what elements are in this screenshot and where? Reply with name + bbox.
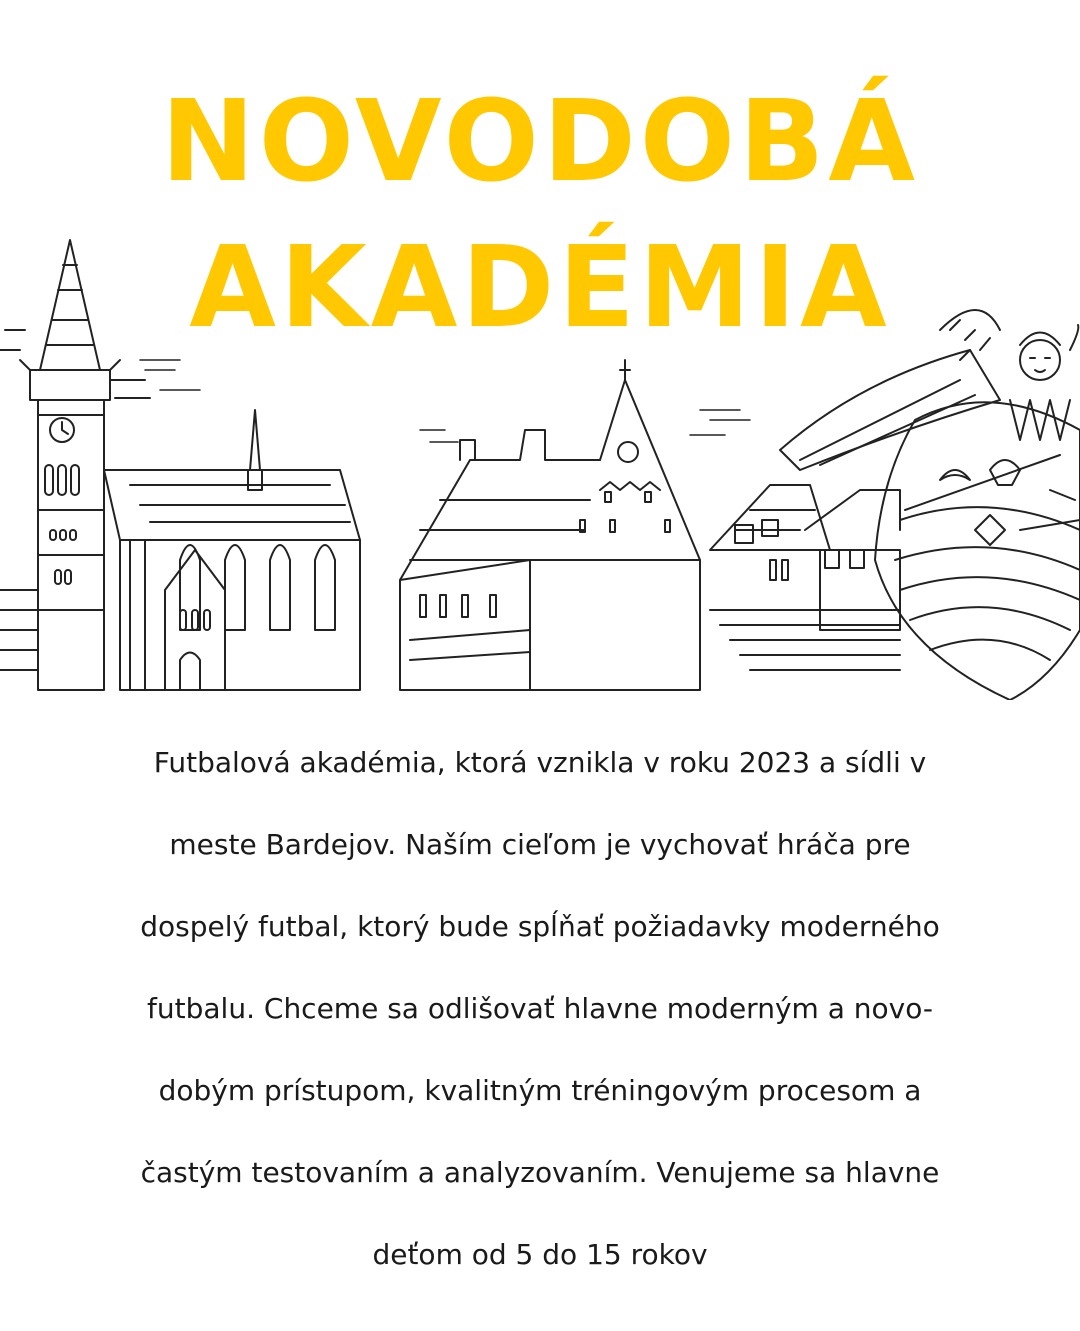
description-line-1: Futbalová akadémia, ktorá vznikla v roku 2023 a sídli v [153,746,927,779]
description-line-4: futbalu. Chceme sa odlišovať hlavne moderným a novo- [147,992,933,1025]
town-hall-icon [400,360,700,690]
description-line-2: meste Bardejov. Naším cieľom je vychovať hráča pre [169,828,911,861]
description-line-3: dospelý futbal, ktorý bude spĺňať požiadavky moderného [140,910,940,943]
description-text [60,722,1020,1296]
houses-icon [710,485,900,670]
description-line-7: deťom od 5 do 15 rokov [372,1238,708,1271]
page-title-line-1: NOVODOBÁ [160,77,920,207]
gothic-church-icon [104,410,360,690]
description-line-5: dobým prístupom, kvalitným tréningovým procesom a [158,1074,922,1107]
coat-of-arms-angel-icon [780,310,1080,700]
sky-hatching [140,360,750,442]
page-title-line-2: AKADÉMIA [189,223,891,353]
description-line-6: častým testovaním a analyzovaním. Venujeme sa hlavne [140,1156,940,1189]
